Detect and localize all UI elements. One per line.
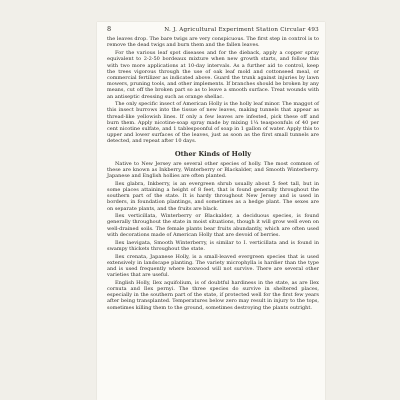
body-paragraph: Ilex glabra, Inkberry, is an evergreen shrub usually about 5 feet tall, but in some places attaining a height of 8 feet, that is found generally throughout the southern part of the state. It is hardy throughout New Jersey and is used in borders, in foundation plantings, and sometimes as a hedge plant. The sexes are on separate plants, and the fruits are black. — [107, 180, 319, 212]
page-number: 8 — [107, 25, 112, 33]
body-paragraph: Ilex crenata, Japanese Holly, is a small-leaved evergreen species that is used extensively in landscape planting. The variety microphylla is hardier than the type and is used frequently where boxwood will not survive. There are several other varieties that are useful. — [107, 253, 319, 279]
body-paragraph: Ilex laevigata, Smooth Winterberry, is similar to I. verticillata and is found in swampy thickets throughout the state. — [107, 239, 319, 252]
body-paragraph: Ilex verticillata, Winterberry or Blackalder, a deciduous species, is found generally throughout the state in moist situations, though it will grow well even on well-drained soils. The female plants bear fruits abundantly, which are often used with decorations made of American Holly that are devoid of berries. — [107, 213, 319, 238]
body-paragraph: Native to New Jersey are several other species of holly. The most common of these are known as Inkberry, Winterberry or Blackalder, and Smooth Winterberry. Japanese and English hollies are often planted. — [107, 160, 319, 180]
document-page — [97, 22, 325, 400]
body-paragraph: For the various leaf spot diseases and for the dieback, apply a copper spray equivalent to 2-2-50 bordeaux mixture when new growth starts, and follow this with two more applications at 10-day intervals. As a further aid to control, keep the trees vigorous through the use of oak leaf mold and cottonseed meal, or commercial fertilizer as indicated above. Guard the trunk against injuries by lawn mowers, pruning tools, and other implements. If branches should be broken by any means, cut off the broken part so as to leave a smooth surface. Treat wounds with an antiseptic dressing such as orange shellac. — [107, 50, 319, 100]
running-title: N. J. Agricultural Experiment Station Circular 493 — [164, 27, 319, 33]
body-paragraph: The only specific insect of American Holly is the holly leaf minor. The maggot of this insect burrows into the tissue of new leaves, making tunnels that appear as thread-like yellowish lines. If only a few leaves are infested, pick these off and burn them. Apply nicotine-soap spray made by mixing 1¼ teaspoonfuls of 40 per cent nicotine sulfate, and 1 tablespoonful of soap in 1 gallon of water. Apply this to upper and lower surfaces of the leaves, just as soon as the first small tunnels are detected, and repeat after 10 days. — [107, 101, 319, 145]
page-header — [107, 26, 319, 33]
page-body — [107, 26, 319, 312]
body-paragraph: English Holly, Ilex aquifolium, is of doubtful hardiness in the state, as are Ilex cornuta and Ilex pernyi. The three species do survive in sheltered places, especially in the southern part of the state, if protected well for the first few years after being transplanted. Temperatures below zero may result in injury to the tops, sometimes killing them to the ground, sometimes destroying the plants outright. — [107, 279, 319, 311]
section-heading: Other Kinds of Holly — [174, 149, 252, 158]
body-paragraph: the leaves drop. The bare twigs are very conspicuous. The first step in control is to remove the dead twigs and burn them and the fallen leaves. — [107, 36, 319, 49]
